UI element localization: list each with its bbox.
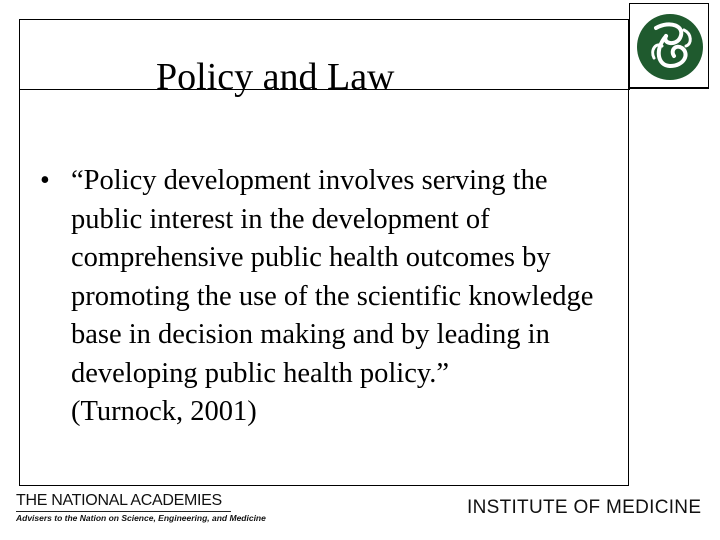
national-academies-logo bbox=[16, 492, 266, 524]
institute-of-medicine-wordmark: INSTITUTE OF MEDICINE bbox=[467, 497, 702, 518]
iom-logo-icon bbox=[636, 10, 704, 84]
slide-title: Policy and Law bbox=[156, 56, 395, 98]
bullet-quote: “Policy development involves serving the public interest in the development of comprehensive public health outcomes by promoting the use of the scientific knowledge base in decision making and by leading in developing public health policy.” (Turnock, 2001) bbox=[71, 165, 594, 427]
iom-logo bbox=[629, 3, 709, 89]
national-academies-name: THE NATIONAL ACADEMIES bbox=[16, 492, 222, 509]
bullet-marker: • bbox=[40, 165, 50, 196]
national-academies-rule bbox=[16, 511, 231, 512]
national-academies-tagline: Advisers to the Nation on Science, Engineering, and Medicine bbox=[16, 513, 266, 523]
